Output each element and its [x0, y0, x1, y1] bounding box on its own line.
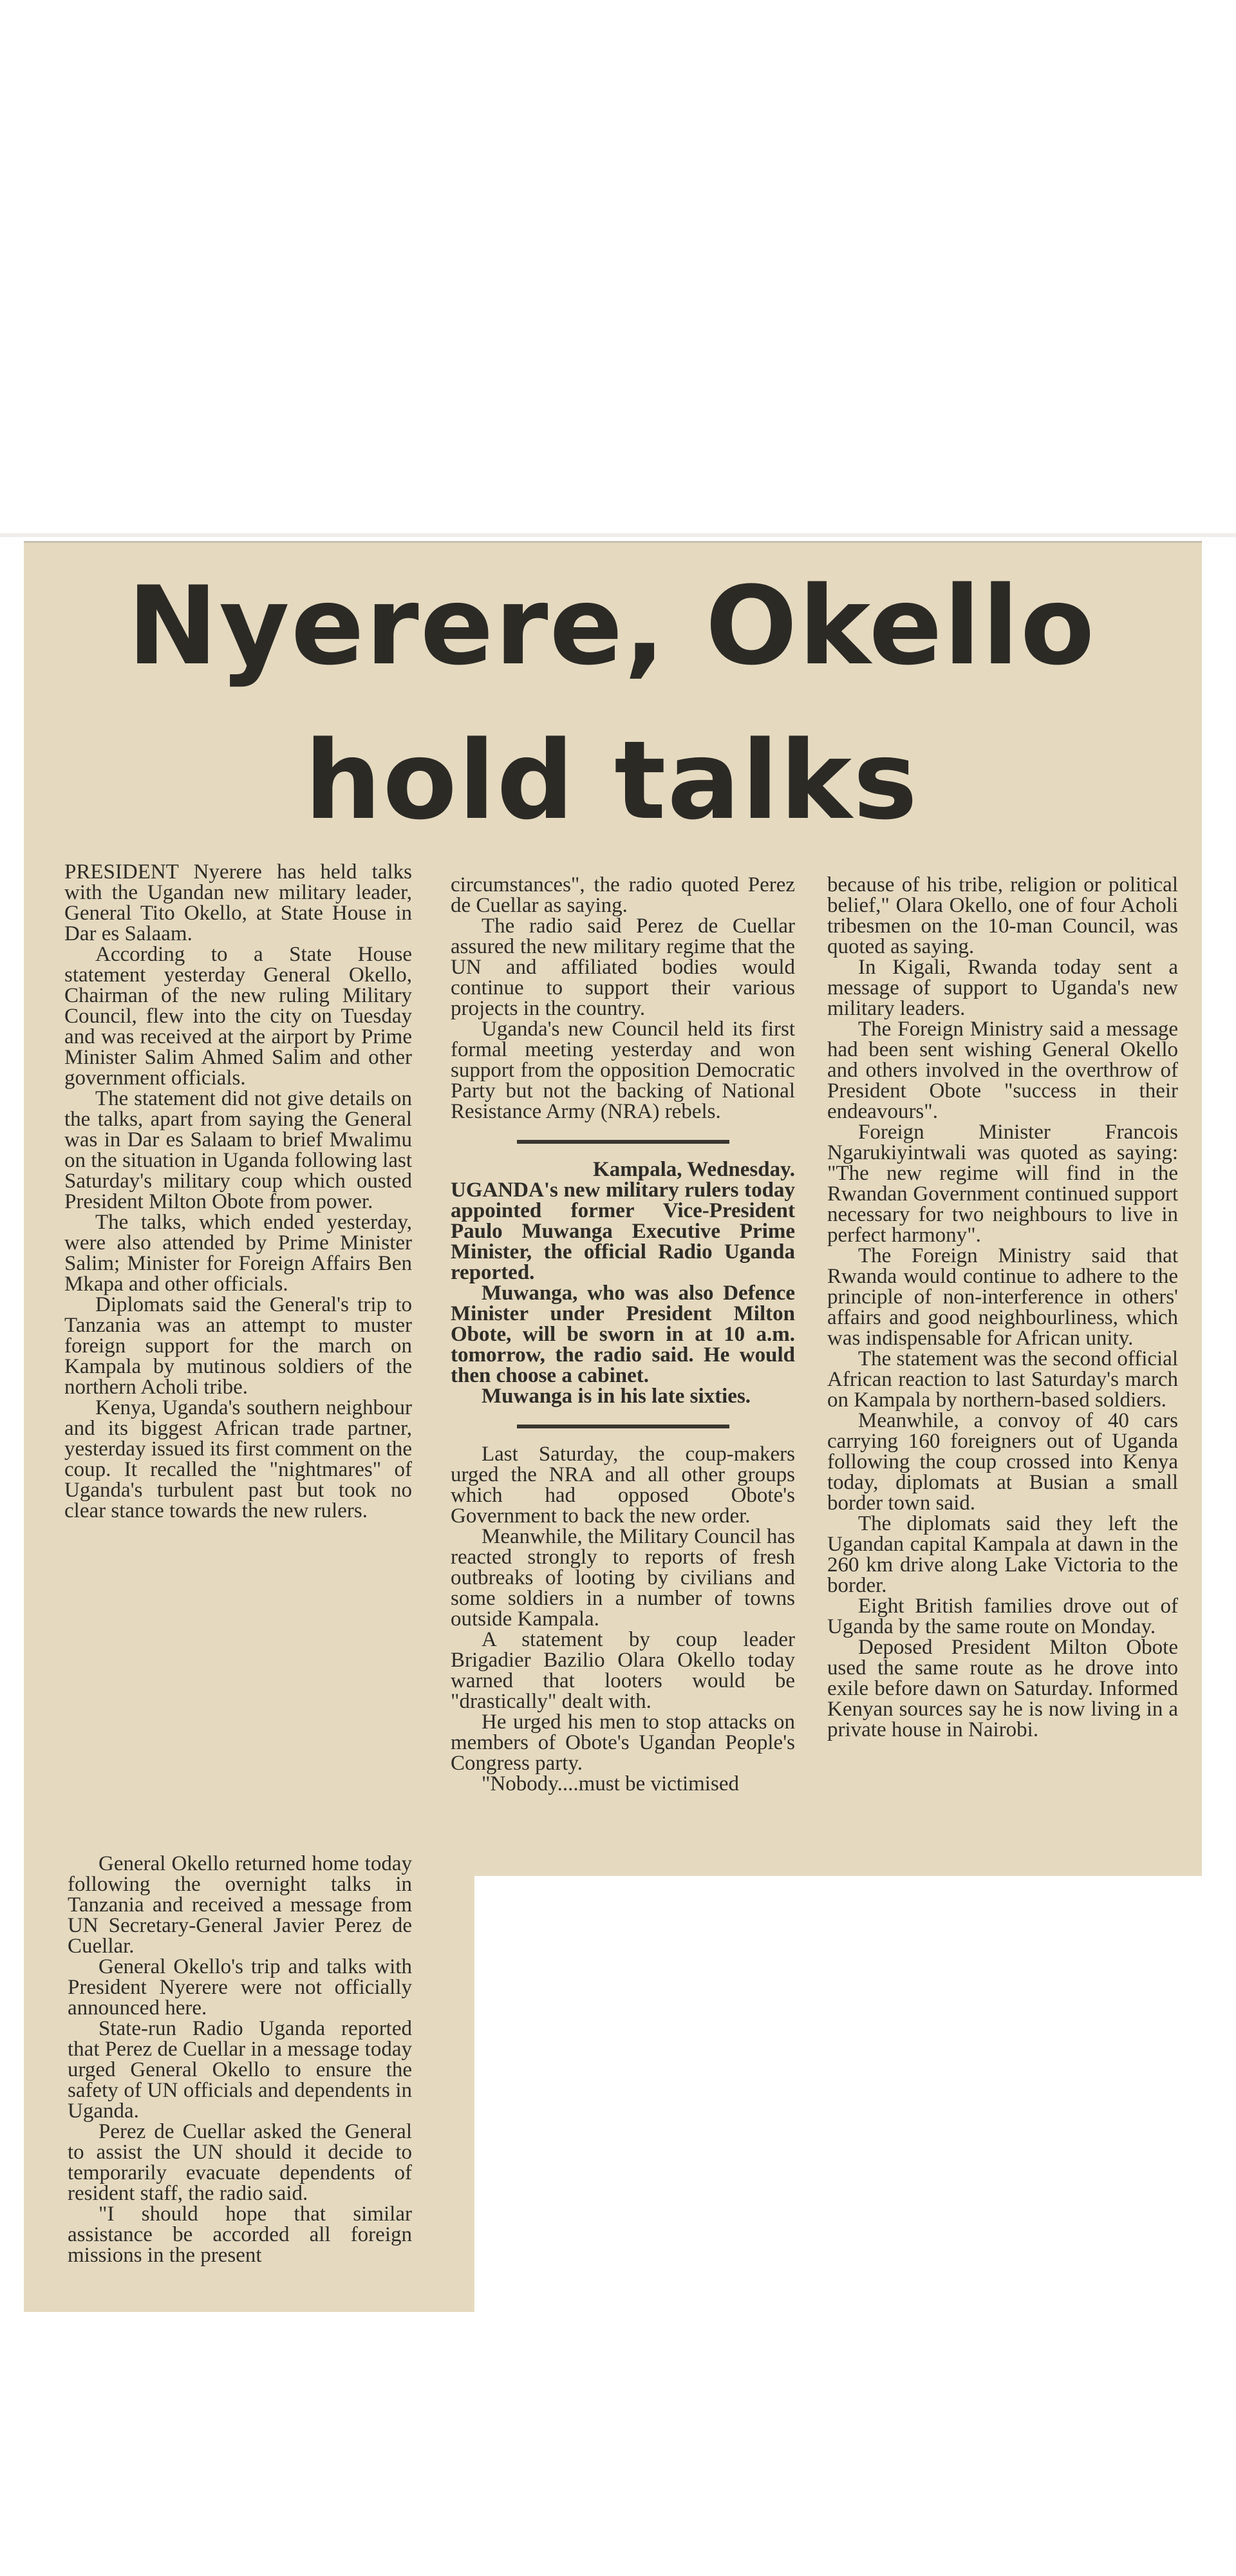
divider-rule: [517, 1140, 729, 1144]
scanner-edge: [0, 533, 1236, 537]
paragraph: The talks, which ended yesterday, were also attended by Prime Minister Salim; Minister for Foreign Affairs Ben Mkapa and other officials.: [64, 1211, 412, 1296]
paragraph: PRESIDENT Nyerere has held talks with the Ugandan new military leader, General Tito Okello, at State House in Dar es Salaam.: [64, 860, 412, 945]
paragraph: Foreign Minister Francois Ngarukiyintwali was quoted as saying: "The new regime will find in the Rwandan Government continued support necessary for two neighbours to live in perfect harmony".: [827, 1121, 1178, 1247]
paragraph: The Foreign Ministry said a message had been sent wishing General Okello and others involved in the overthrow of President Obote "success in their endeavours".: [827, 1018, 1178, 1123]
paragraph: He urged his men to stop attacks on members of Obote's Ugandan People's Congress party.: [451, 1710, 795, 1775]
paragraph: Meanwhile, the Military Council has reacted strongly to reports of fresh outbreaks of looting by civilians and some soldiers in a number of towns outside Kampala.: [451, 1525, 795, 1631]
paragraph: because of his tribe, religion or political belief," Olara Okello, one of four Acholi tribesmen on the 10-man Council, was quoted as saying.: [827, 873, 1178, 958]
paragraph: Last Saturday, the coup-makers urged the NRA and all other groups which had opposed Obote's Government to back the new order.: [451, 1443, 795, 1528]
headline-line-2: hold talks: [304, 717, 919, 844]
paragraph: circumstances", the radio quoted Perez de Cuellar as saying.: [451, 873, 795, 917]
paragraph: Muwanga, who was also Defence Minister under President Milton Obote, will be sworn in at 10 a.m. tomorrow, the radio said. He would then choose a cabinet.: [451, 1282, 795, 1387]
dateline: Kampala, Wednesday.: [593, 1158, 795, 1181]
paragraph: The radio said Perez de Cuellar assured the new military regime that the UN and affiliated bodies would continue to support their various projects in the country.: [451, 914, 795, 1020]
paragraph: A statement by coup leader Brigadier Bazilio Olara Okello today warned that looters would be "drastically" dealt with.: [451, 1628, 795, 1713]
column-1-bottom: [68, 1853, 412, 2266]
paragraph: Diplomats said the General's trip to Tanzania was an attempt to muster foreign support for the march on Kampala by mutinous soldiers of the northern Acholi tribe.: [64, 1293, 412, 1399]
paragraph: The Foreign Ministry said that Rwanda would continue to adhere to the principle of non-interference in others' affairs and good neighbourliness, which was indispensable for African unity.: [827, 1244, 1178, 1350]
paragraph: General Okello's trip and talks with President Nyerere were not officially announced here.: [68, 1955, 412, 2020]
paragraph: State-run Radio Uganda reported that Perez de Cuellar in a message today urged General Okello to ensure the safety of UN officials and dependents in Uganda.: [68, 2017, 412, 2123]
paragraph: The statement did not give details on the talks, apart from saying the General was in Dar es Salaam to brief Mwalimu on the situation in Uganda following last Saturday's military coup which ousted President Milton Obote from power.: [64, 1087, 412, 1213]
column-1-top: [64, 862, 412, 1521]
paragraph: Uganda's new Council held its first formal meeting yesterday and won support from the opposition Democratic Party but not the backing of National Resistance Army (NRA) rebels.: [451, 1018, 795, 1123]
column-2: [451, 875, 795, 1794]
paragraph: The diplomats said they left the Ugandan capital Kampala at dawn in the 260 km drive along Lake Victoria to the border.: [827, 1512, 1178, 1597]
paragraph: "Nobody....must be victimised: [482, 1772, 739, 1795]
paragraph: According to a State House statement yesterday General Okello, Chairman of the new ruling Military Council, flew into the city on Tuesday and was received at the airport by Prime Minister Salim Ahmed Salim and other government officials.: [64, 943, 412, 1090]
paragraph: Deposed President Milton Obote used the same route as he drove into exile before dawn on Saturday. Informed Kenyan sources say he is now living in a private house in Nairobi.: [827, 1636, 1178, 1741]
paragraph: General Okello returned home today following the overnight talks in Tanzania and received a message from UN Secretary-General Javier Perez de Cuellar.: [68, 1852, 412, 1958]
paragraph: Muwanga is in his late sixties.: [482, 1385, 751, 1408]
column-3: [827, 875, 1178, 1740]
paragraph: Kenya, Uganda's southern neighbour and its biggest African trade partner, yesterday issued its first comment on the coup. It recalled the "nightmares" of Uganda's turbulent past but took no clear stance towards the new rulers.: [64, 1396, 412, 1522]
breaking-news-box: [451, 1159, 795, 1406]
paragraph: In Kigali, Rwanda today sent a message of support to Uganda's new military leaders.: [827, 956, 1178, 1020]
paragraph: Perez de Cuellar asked the General to assist the UN should it decide to temporarily evacuate dependents of resident staff, the radio said.: [68, 2120, 412, 2205]
paragraph: "I should hope that similar assistance be accorded all foreign missions in the present: [68, 2202, 412, 2267]
headline-line-1: Nyerere, Okello: [127, 563, 1096, 689]
paragraph: The statement was the second official African reaction to last Saturday's march on Kampala by northern-based soldiers.: [827, 1347, 1178, 1412]
paragraph: Meanwhile, a convoy of 40 cars carrying 160 foreigners out of Uganda following the coup crossed into Kenya today, diplomats at Busian a small border town said.: [827, 1409, 1178, 1515]
paragraph: Eight British families drove out of Uganda by the same route on Monday.: [827, 1595, 1178, 1638]
paragraph: UGANDA's new military rulers today appointed former Vice-President Paulo Muwanga Executive Prime Minister, the official Radio Uganda reported.: [451, 1179, 795, 1284]
divider-rule: [517, 1425, 729, 1428]
